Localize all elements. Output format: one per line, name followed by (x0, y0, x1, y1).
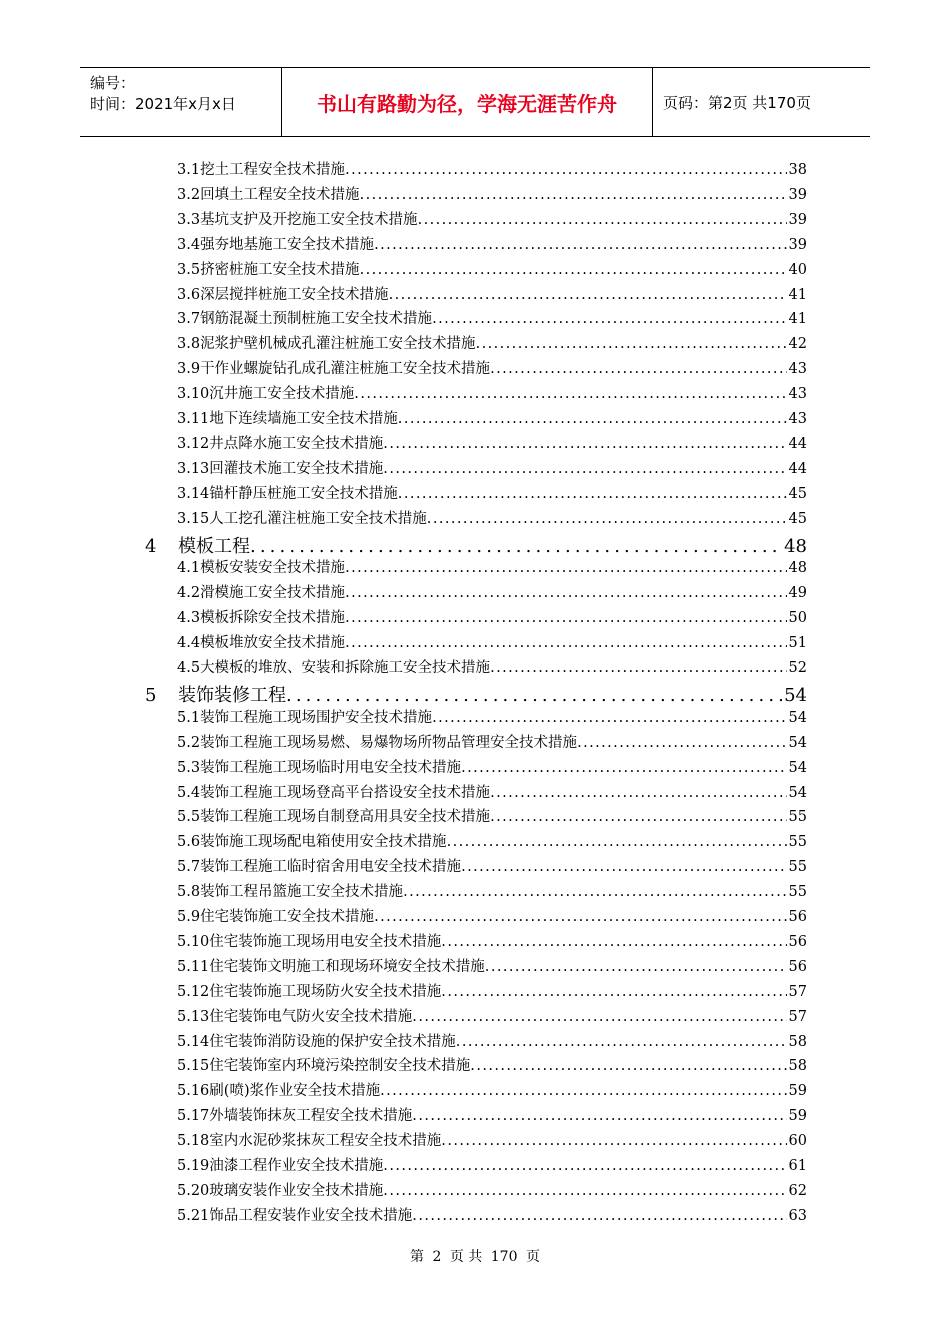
toc-entry-page: 41 (788, 311, 807, 328)
toc-entry-title: 装饰工程施工现场登高平台搭设安全技术措施 (200, 784, 491, 801)
toc-dot-leader (345, 635, 786, 651)
toc-entry-number: 5.14 (177, 1033, 210, 1050)
toc-section-entry[interactable] (177, 158, 807, 179)
toc-entry-title: 住宅装饰施工现场用电安全技术措施 (209, 933, 442, 950)
toc-dot-leader (286, 685, 782, 706)
toc-entry-title: 挖土工程安全技术措施 (200, 162, 346, 178)
footer-prefix: 第 (410, 1249, 425, 1265)
toc-entry-number: 5.7 (177, 859, 201, 876)
toc-entry-page: 41 (788, 286, 807, 303)
toc-entry-page: 49 (788, 585, 807, 602)
toc-entry-title: 住宅装饰电气防火安全技术措施 (209, 1008, 413, 1025)
toc-entry-page: 44 (788, 460, 807, 477)
toc-entry-page: 59 (788, 1083, 807, 1100)
toc-entry-title: 装饰工程施工现场自制登高用具安全技术措施 (200, 809, 491, 826)
toc-dot-leader (345, 585, 786, 601)
toc-entry-number: 3.7 (177, 311, 201, 328)
toc-entry-title: 装饰工程施工临时宿舍用电安全技术措施 (200, 859, 462, 876)
toc-entry-title: 人工挖孔灌注桩施工安全技术措施 (209, 510, 427, 527)
toc-entry-title: 大模板的堆放、安装和拆除施工安全技术措施 (200, 660, 491, 676)
toc-entry-page: 60 (788, 1133, 807, 1150)
toc-section-entry[interactable] (177, 1030, 807, 1051)
toc-entry-page: 39 (788, 236, 807, 253)
toc-entry-title: 外墙装饰抹灰工程安全技术措施 (209, 1108, 413, 1125)
toc-entry-number: 3.9 (177, 361, 201, 378)
toc-entry-number: 5.2 (177, 734, 201, 751)
toc-dot-leader (383, 1158, 786, 1174)
toc-entry-title: 饰品工程安装作业安全技术措施 (209, 1207, 413, 1224)
toc-entry-page: 43 (788, 411, 807, 427)
toc-section-entry[interactable] (177, 507, 807, 528)
toc-entry-page: 55 (788, 859, 807, 876)
toc-section-entry[interactable] (177, 805, 807, 826)
toc-entry-number: 3.3 (177, 211, 201, 228)
toc-dot-leader (577, 735, 786, 751)
toc-section-entry[interactable] (177, 258, 807, 279)
toc-entry-title: 玻璃安装作业安全技术措施 (209, 1182, 384, 1199)
toc-section-entry[interactable] (177, 706, 807, 727)
toc-dot-leader (427, 511, 787, 527)
toc-entry-page: 48 (788, 560, 807, 577)
toc-entry-number: 3.13 (177, 460, 210, 477)
toc-entry-title: 沉井施工安全技术措施 (209, 386, 355, 403)
toc-entry-title: 回灌技术施工安全技术措施 (209, 460, 384, 477)
toc-entry-number: 5.3 (177, 759, 201, 776)
toc-entry-number: 3.15 (177, 510, 210, 527)
toc-entry-page: 39 (788, 211, 807, 228)
toc-entry-page: 40 (788, 261, 807, 278)
toc-dot-leader (490, 660, 786, 676)
toc-dot-leader (383, 461, 786, 477)
toc-dot-leader (360, 187, 787, 203)
toc-entry-title: 装饰工程吊篮施工安全技术措施 (200, 884, 404, 901)
toc-dot-leader (398, 411, 787, 427)
toc-chapter-entry[interactable] (145, 532, 807, 558)
toc-dot-leader (403, 884, 786, 900)
toc-entry-number: 3.4 (177, 236, 201, 253)
toc-section-entry[interactable] (177, 1104, 807, 1125)
toc-dot-leader (490, 361, 786, 377)
toc-section-entry[interactable] (177, 183, 807, 204)
toc-dot-leader (412, 1009, 786, 1025)
toc-entry-title: 装饰装修工程 (178, 684, 286, 706)
toc-entry-number: 4 (145, 535, 157, 557)
toc-dot-leader (360, 262, 787, 278)
toc-dot-leader (461, 760, 786, 776)
toc-entry-number: 5.5 (177, 809, 201, 826)
toc-entry-page: 54 (784, 684, 807, 706)
toc-entry-number: 4.2 (177, 585, 201, 602)
toc-dot-leader (441, 934, 786, 950)
toc-dot-leader (447, 834, 787, 850)
toc-dot-leader (374, 909, 786, 925)
document-date: 时间：2021年x月x日 (90, 95, 236, 113)
toc-section-entry[interactable] (177, 606, 807, 627)
toc-entry-number: 3.10 (177, 386, 210, 403)
toc-entry-title: 住宅装饰室内环境污染控制安全技术措施 (209, 1058, 471, 1075)
toc-dot-leader (412, 1108, 786, 1124)
toc-entry-title: 装饰施工现场配电箱使用安全技术措施 (200, 834, 447, 851)
toc-section-entry[interactable] (177, 208, 807, 229)
toc-entry-number: 5.1 (177, 709, 201, 726)
toc-entry-number: 3.8 (177, 336, 201, 353)
toc-section-entry[interactable] (177, 357, 807, 378)
toc-entry-page: 59 (788, 1108, 807, 1125)
toc-section-entry[interactable] (177, 880, 807, 901)
toc-dot-leader (412, 1208, 786, 1224)
toc-entry-title: 模板堆放安全技术措施 (200, 635, 346, 652)
toc-section-entry[interactable] (177, 233, 807, 254)
toc-dot-leader (490, 809, 786, 825)
toc-section-entry[interactable] (177, 332, 807, 353)
toc-section-entry[interactable] (177, 631, 807, 652)
toc-section-entry[interactable] (177, 1154, 807, 1175)
toc-entry-number: 3.11 (177, 411, 210, 427)
footer-mid: 页 共 (449, 1249, 483, 1265)
toc-entry-page: 42 (788, 336, 807, 353)
footer-current-page: 2 (432, 1249, 442, 1265)
toc-entry-title: 模板安装安全技术措施 (200, 560, 346, 577)
toc-entry-page: 57 (788, 1008, 807, 1025)
toc-dot-leader (345, 560, 786, 576)
header-page-code: 页码：第2页 共170页 (663, 93, 811, 112)
toc-section-entry[interactable] (177, 382, 807, 403)
toc-entry-number: 5.11 (177, 958, 210, 975)
toc-entry-page: 55 (788, 884, 807, 901)
toc-entry-page: 45 (788, 485, 807, 502)
toc-entry-page: 43 (788, 361, 807, 378)
toc-section-entry[interactable] (177, 1005, 807, 1026)
toc-section-entry[interactable] (177, 955, 807, 976)
toc-entry-page: 61 (788, 1158, 807, 1174)
toc-entry-title: 模板工程 (178, 535, 250, 557)
toc-entry-number: 5.12 (177, 983, 210, 1000)
toc-entry-title: 挤密桩施工安全技术措施 (200, 261, 360, 278)
toc-section-entry[interactable] (177, 930, 807, 951)
page-header (80, 67, 870, 137)
toc-entry-page: 51 (788, 635, 807, 652)
toc-section-entry[interactable] (177, 656, 807, 677)
toc-dot-leader (441, 1133, 786, 1149)
toc-entry-page: 56 (788, 909, 807, 925)
toc-entry-title: 锚杆静压桩施工安全技术措施 (209, 485, 398, 502)
toc-entry-number: 3.14 (177, 485, 210, 502)
toc-entry-page: 54 (788, 734, 807, 751)
toc-entry-number: 4.1 (177, 560, 201, 577)
toc-entry-title: 地下连续墙施工安全技术措施 (209, 411, 398, 427)
toc-entry-page: 58 (788, 1058, 807, 1075)
toc-entry-title: 泥浆护壁机械成孔灌注桩施工安全技术措施 (200, 336, 476, 353)
toc-entry-number: 3.6 (177, 286, 201, 303)
toc-entry-page: 54 (788, 709, 807, 726)
header-meta (80, 68, 282, 136)
toc-entry-page: 55 (788, 834, 807, 851)
toc-entry-title: 住宅装饰文明施工和现场环境安全技术措施 (209, 958, 485, 975)
toc-dot-leader (250, 536, 782, 557)
toc-entry-title: 住宅装饰施工安全技术措施 (200, 909, 375, 925)
toc-entry-number: 4.4 (177, 635, 201, 652)
toc-dot-leader (476, 336, 787, 352)
toc-dot-leader (354, 386, 786, 402)
toc-section-entry[interactable] (177, 731, 807, 752)
toc-section-entry[interactable] (177, 830, 807, 851)
toc-section-entry[interactable] (177, 1179, 807, 1200)
toc-section-entry[interactable] (177, 581, 807, 602)
toc-section-entry[interactable] (177, 407, 807, 428)
toc-entry-number: 4.3 (177, 610, 201, 627)
toc-entry-number: 5.21 (177, 1207, 210, 1224)
toc-entry-title: 回填土工程安全技术措施 (200, 186, 360, 203)
toc-dot-leader (345, 162, 786, 178)
toc-entry-number: 5.19 (177, 1158, 210, 1174)
toc-section-entry[interactable] (177, 756, 807, 777)
toc-dot-leader (461, 859, 786, 875)
toc-section-entry[interactable] (177, 905, 807, 926)
toc-entry-title: 井点降水施工安全技术措施 (209, 435, 384, 452)
toc-section-entry[interactable] (177, 855, 807, 876)
toc-entry-number: 5.8 (177, 884, 201, 901)
toc-section-entry[interactable] (177, 1204, 807, 1225)
toc-entry-title: 刷(喷)浆作业安全技术措施 (209, 1083, 381, 1100)
toc-entry-title: 基坑支护及开挖施工安全技术措施 (200, 211, 418, 228)
toc-entry-number: 3.2 (177, 186, 201, 203)
toc-entry-page: 44 (788, 435, 807, 452)
toc-entry-page: 39 (788, 186, 807, 203)
toc-entry-number: 5.18 (177, 1133, 210, 1150)
toc-section-entry[interactable] (177, 482, 807, 503)
toc-entry-page: 58 (788, 1033, 807, 1050)
page-footer (0, 1246, 950, 1266)
toc-entry-title: 装饰工程施工现场临时用电安全技术措施 (200, 759, 462, 776)
toc-entry-number: 5.6 (177, 834, 201, 851)
toc-entry-title: 装饰工程施工现场易燃、易爆物场所物品管理安全技术措施 (200, 734, 578, 751)
toc-section-entry[interactable] (177, 980, 807, 1001)
toc-section-entry[interactable] (177, 1079, 807, 1100)
toc-entry-page: 43 (788, 386, 807, 403)
toc-entry-title: 住宅装饰施工现场防火安全技术措施 (209, 983, 442, 1000)
toc-entry-title: 滑模施工安全技术措施 (200, 585, 346, 602)
footer-total-pages: 170 (490, 1249, 518, 1265)
toc-entry-number: 3.5 (177, 261, 201, 278)
toc-entry-number: 3.12 (177, 435, 210, 452)
toc-section-entry[interactable] (177, 556, 807, 577)
toc-entry-number: 5.13 (177, 1008, 210, 1025)
toc-dot-leader (418, 212, 787, 228)
footer-suffix: 页 (525, 1249, 540, 1265)
toc-entry-page: 56 (788, 958, 807, 975)
toc-entry-page: 48 (784, 535, 807, 557)
header-motto: 书山有路勤为径，学海无涯苦作舟 (282, 68, 653, 136)
toc-dot-leader (456, 1034, 787, 1050)
toc-entry-number: 5.17 (177, 1108, 210, 1125)
toc-entry-page: 38 (788, 162, 807, 178)
toc-entry-page: 63 (788, 1207, 807, 1224)
toc-section-entry[interactable] (177, 307, 807, 328)
toc-entry-number: 4.5 (177, 660, 201, 676)
toc-entry-title: 深层搅拌桩施工安全技术措施 (200, 286, 389, 303)
toc-dot-leader (490, 785, 786, 801)
toc-dot-leader (441, 984, 786, 1000)
toc-entry-number: 5.16 (177, 1083, 210, 1100)
toc-chapter-entry[interactable] (145, 681, 807, 707)
toc-dot-leader (389, 287, 787, 303)
toc-section-entry[interactable] (177, 1129, 807, 1150)
toc-entry-page: 54 (788, 784, 807, 801)
toc-entry-page: 62 (788, 1182, 807, 1199)
toc-entry-title: 住宅装饰消防设施的保护安全技术措施 (209, 1033, 456, 1050)
toc-section-entry[interactable] (177, 432, 807, 453)
toc-entry-page: 55 (788, 809, 807, 826)
toc-section-entry[interactable] (177, 1054, 807, 1075)
toc-section-entry[interactable] (177, 781, 807, 802)
toc-section-entry[interactable] (177, 457, 807, 478)
toc-entry-page: 45 (788, 510, 807, 527)
toc-dot-leader (432, 311, 786, 327)
toc-entry-page: 57 (788, 983, 807, 1000)
toc-dot-leader (345, 610, 786, 626)
toc-section-entry[interactable] (177, 283, 807, 304)
toc-entry-number: 5.15 (177, 1058, 210, 1075)
toc-entry-title: 强夯地基施工安全技术措施 (200, 236, 375, 253)
toc-entry-title: 室内水泥砂浆抹灰工程安全技术措施 (209, 1133, 442, 1150)
toc-entry-page: 56 (788, 933, 807, 950)
toc-entry-page: 52 (788, 660, 807, 676)
toc-dot-leader (383, 1183, 786, 1199)
toc-dot-leader (485, 959, 787, 975)
toc-entry-number: 5.9 (177, 909, 201, 925)
toc-entry-title: 钢筋混凝土预制桩施工安全技术措施 (200, 311, 433, 328)
toc-entry-page: 50 (788, 610, 807, 627)
document-number-label: 编号： (90, 74, 136, 92)
toc-dot-leader (432, 710, 786, 726)
toc-dot-leader (398, 486, 787, 502)
toc-entry-number: 5.10 (177, 933, 210, 950)
toc-entry-title: 模板拆除安全技术措施 (200, 610, 346, 627)
toc-entry-title: 油漆工程作业安全技术措施 (209, 1158, 384, 1174)
toc-entry-title: 装饰工程施工现场围护安全技术措施 (200, 709, 433, 726)
toc-dot-leader (383, 436, 786, 452)
toc-entry-number: 5.20 (177, 1182, 210, 1199)
toc-dot-leader (374, 237, 786, 253)
toc-entry-title: 干作业螺旋钻孔成孔灌注桩施工安全技术措施 (200, 361, 491, 378)
toc-entry-number: 3.1 (177, 162, 201, 178)
toc-dot-leader (380, 1083, 786, 1099)
toc-dot-leader (470, 1058, 786, 1074)
toc-entry-page: 54 (788, 759, 807, 776)
toc-entry-number: 5.4 (177, 784, 201, 801)
toc-entry-number: 5 (145, 684, 157, 706)
